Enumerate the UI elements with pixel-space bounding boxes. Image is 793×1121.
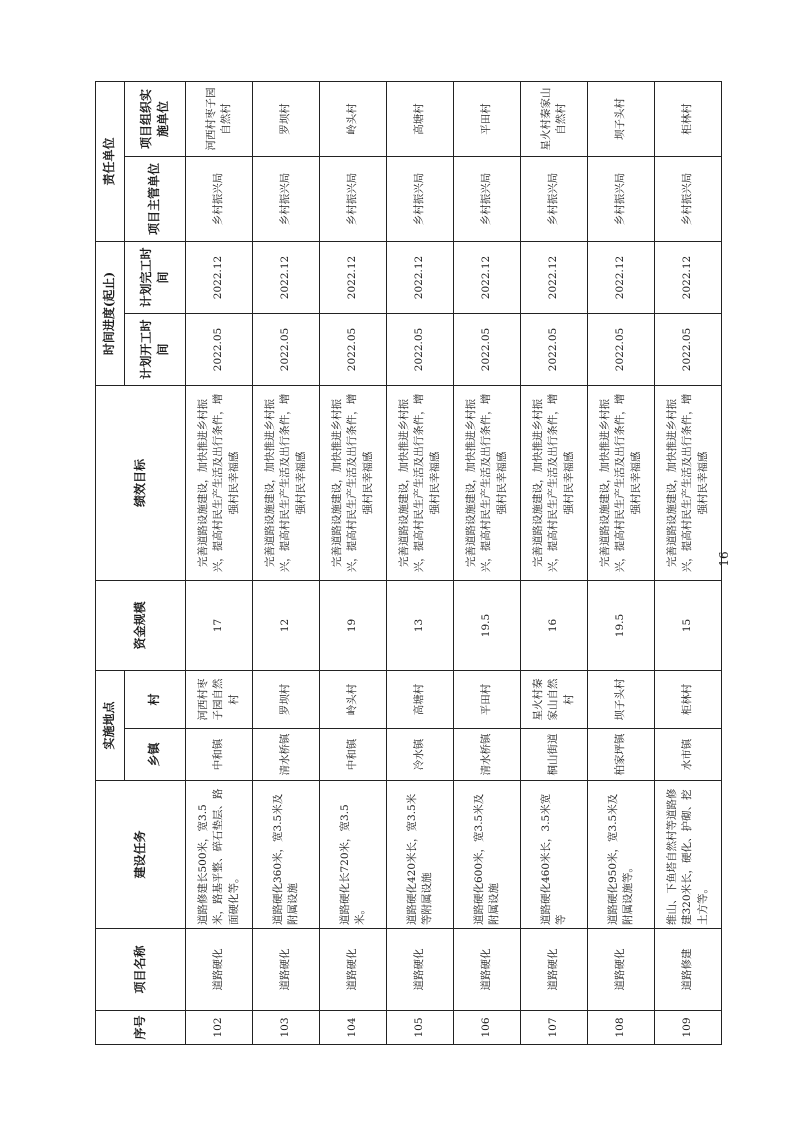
cell-start: 2022.05 (320, 313, 387, 385)
table-body (186, 81, 722, 1044)
cell-village: 星火村秦家山自然村 (521, 670, 588, 728)
table-row (253, 81, 320, 1044)
cell-task: 道路硬化长720米，宽3.5米。 (320, 781, 387, 929)
cell-fund: 15 (655, 580, 722, 670)
cell-town: 柏家坪镇 (588, 729, 655, 781)
cell-name: 道路硬化 (186, 929, 253, 1011)
cell-end: 2022.12 (588, 241, 655, 313)
cell-start: 2022.05 (588, 313, 655, 385)
cell-town: 清水桥镇 (454, 729, 521, 781)
cell-dept: 乡村振兴局 (320, 156, 387, 241)
header-seq: 序号 (96, 1011, 186, 1045)
cell-goal: 完善道路设施建设，加快推进乡村振兴，提高村民生产生活及出行条件，增强村民幸福感 (253, 385, 320, 580)
header-end: 计划完工时间 (125, 241, 186, 313)
cell-goal: 完善道路设施建设，加快推进乡村振兴，提高村民生产生活及出行条件，增强村民幸福感 (320, 385, 387, 580)
cell-org: 岭头村 (320, 81, 387, 156)
table-row (186, 81, 253, 1044)
cell-dept: 乡村振兴局 (186, 156, 253, 241)
header-fund: 资金规模 (96, 580, 186, 670)
header-resp: 责任单位 (96, 81, 125, 241)
cell-start: 2022.05 (387, 313, 454, 385)
cell-fund: 17 (186, 580, 253, 670)
cell-end: 2022.12 (186, 241, 253, 313)
cell-task: 道路修建长500米，宽3.5米，路基平整、碎石垫层、路面硬化等。 (186, 781, 253, 929)
cell-goal: 完善道路设施建设，加快推进乡村振兴，提高村民生产生活及出行条件，增强村民幸福感 (387, 385, 454, 580)
header-task: 建设任务 (96, 781, 186, 929)
cell-end: 2022.12 (521, 241, 588, 313)
cell-town: 中和镇 (186, 729, 253, 781)
page-number: 16 (717, 551, 731, 567)
cell-village: 高塘村 (387, 670, 454, 728)
header-dept: 项目主管单位 (125, 156, 186, 241)
cell-start: 2022.05 (454, 313, 521, 385)
cell-name: 道路硬化 (253, 929, 320, 1011)
cell-end: 2022.12 (320, 241, 387, 313)
cell-village: 罗坝村 (253, 670, 320, 728)
cell-fund: 19.5 (588, 580, 655, 670)
cell-task: 道路硬化420米长，宽3.5米等附属设施 (387, 781, 454, 929)
header-goal: 绩效目标 (96, 385, 186, 580)
table-row (454, 81, 521, 1044)
cell-org: 坝子头村 (588, 81, 655, 156)
cell-town: 冷水镇 (387, 729, 454, 781)
table-row (588, 81, 655, 1044)
header-org: 项目组织实施单位 (125, 81, 186, 156)
cell-name: 道路硬化 (320, 929, 387, 1011)
table-row (320, 81, 387, 1044)
cell-start: 2022.05 (655, 313, 722, 385)
cell-task: 道路硬化460米长，3.5米宽等 (521, 781, 588, 929)
cell-town: 桐山街道 (521, 729, 588, 781)
header-schedule: 时间进度(起止) (96, 241, 125, 385)
cell-seq: 106 (454, 1011, 521, 1045)
cell-dept: 乡村振兴局 (588, 156, 655, 241)
cell-org: 柜林村 (655, 81, 722, 156)
cell-org: 高塘村 (387, 81, 454, 156)
table-row (655, 81, 722, 1044)
cell-town: 清水桥镇 (253, 729, 320, 781)
cell-name: 道路硬化 (387, 929, 454, 1011)
cell-start: 2022.05 (186, 313, 253, 385)
cell-end: 2022.12 (387, 241, 454, 313)
cell-seq: 105 (387, 1011, 454, 1045)
project-table (95, 81, 722, 1045)
cell-goal: 完善道路设施建设，加快推进乡村振兴，提高村民生产生活及出行条件，增强村民幸福感 (186, 385, 253, 580)
cell-village: 岭头村 (320, 670, 387, 728)
cell-end: 2022.12 (655, 241, 722, 313)
cell-name: 道路修建 (655, 929, 722, 1011)
cell-task: 道路硬化600米，宽3.5米及附属设施 (454, 781, 521, 929)
table-row (387, 81, 454, 1044)
cell-task: 维山、下鱼塔自然村等道路修建320米长，硬化、护砌、挖土方等。 (655, 781, 722, 929)
cell-seq: 104 (320, 1011, 387, 1045)
cell-name: 道路硬化 (588, 929, 655, 1011)
cell-fund: 19 (320, 580, 387, 670)
project-table-rotated (95, 82, 709, 1045)
cell-town: 中和镇 (320, 729, 387, 781)
cell-goal: 完善道路设施建设，加快推进乡村振兴，提高村民生产生活及出行条件，增强村民幸福感 (655, 385, 722, 580)
cell-dept: 乡村振兴局 (655, 156, 722, 241)
cell-name: 道路硬化 (521, 929, 588, 1011)
cell-fund: 19.5 (454, 580, 521, 670)
cell-village: 柜林村 (655, 670, 722, 728)
cell-dept: 乡村振兴局 (454, 156, 521, 241)
cell-dept: 乡村振兴局 (253, 156, 320, 241)
header-town: 乡镇 (125, 729, 186, 781)
cell-village: 河西村枣子园自然村 (186, 670, 253, 728)
cell-org: 平田村 (454, 81, 521, 156)
header-village: 村 (125, 670, 186, 728)
cell-town: 水市镇 (655, 729, 722, 781)
header-start: 计划开工时间 (125, 313, 186, 385)
cell-dept: 乡村振兴局 (521, 156, 588, 241)
cell-fund: 13 (387, 580, 454, 670)
cell-end: 2022.12 (253, 241, 320, 313)
cell-village: 坝子头村 (588, 670, 655, 728)
cell-start: 2022.05 (521, 313, 588, 385)
cell-goal: 完善道路设施建设，加快推进乡村振兴，提高村民生产生活及出行条件，增强村民幸福感 (588, 385, 655, 580)
cell-seq: 109 (655, 1011, 722, 1045)
cell-goal: 完善道路设施建设，加快推进乡村振兴，提高村民生产生活及出行条件，增强村民幸福感 (454, 385, 521, 580)
table-header (96, 81, 186, 1044)
cell-fund: 16 (521, 580, 588, 670)
cell-name: 道路硬化 (454, 929, 521, 1011)
cell-fund: 12 (253, 580, 320, 670)
cell-seq: 102 (186, 1011, 253, 1045)
cell-seq: 107 (521, 1011, 588, 1045)
cell-org: 星火村秦家山自然村 (521, 81, 588, 156)
cell-dept: 乡村振兴局 (387, 156, 454, 241)
cell-seq: 108 (588, 1011, 655, 1045)
cell-village: 平田村 (454, 670, 521, 728)
cell-goal: 完善道路设施建设，加快推进乡村振兴，提高村民生产生活及出行条件，增强村民幸福感 (521, 385, 588, 580)
cell-task: 道路硬化950米，宽3.5米及附属设施等。 (588, 781, 655, 929)
cell-org: 罗坝村 (253, 81, 320, 156)
cell-seq: 103 (253, 1011, 320, 1045)
cell-start: 2022.05 (253, 313, 320, 385)
table-row (521, 81, 588, 1044)
header-location: 实施地点 (96, 670, 125, 780)
header-name: 项目名称 (96, 929, 186, 1011)
cell-org: 河西村枣子园自然村 (186, 81, 253, 156)
cell-task: 道路硬化360米，宽3.5米及附属设施 (253, 781, 320, 929)
cell-end: 2022.12 (454, 241, 521, 313)
